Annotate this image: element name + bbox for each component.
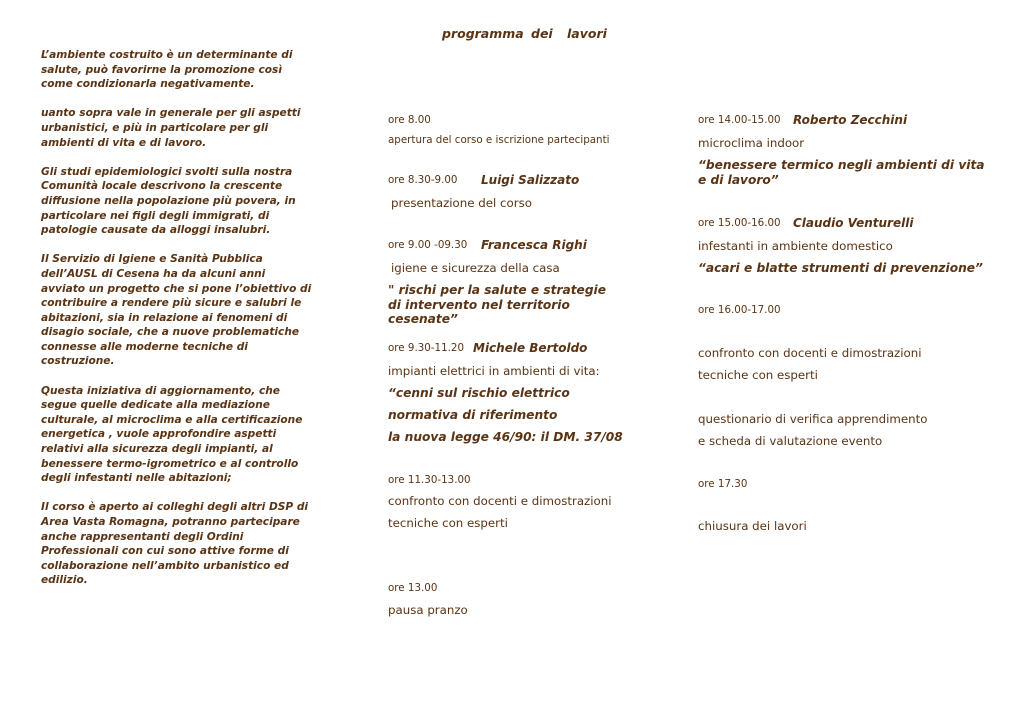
session-description: infestanti in ambiente domestico	[698, 239, 893, 253]
session-description: apertura del corso e iscrizione partecipanti	[388, 134, 610, 146]
session-title: “benessere termico negli ambienti di vita e di lavoro”	[698, 158, 985, 187]
session-description: tecniche con esperti	[698, 368, 818, 382]
time-slot	[388, 238, 587, 252]
intro-paragraph: L’ambiente costruito è un determinante di salute, può favorirne la promozione così come condizionarla negativamente.	[41, 49, 293, 91]
session-description: tecniche con esperti	[388, 516, 508, 530]
session-title: la nuova legge 46/90: il DM. 37/08	[388, 430, 623, 444]
session-title: " rischi per la salute e strategie di intervento nel territorio cesenate”	[388, 283, 606, 326]
time-slot: ore 8.00	[388, 114, 431, 126]
intro-paragraph: uanto sopra vale in generale per gli aspetti urbanistici, e più in particolare per gli ambienti di vita e di lavoro.	[41, 107, 301, 149]
time-slot: ore 13.00	[388, 582, 438, 594]
session-description: pausa pranzo	[388, 603, 468, 617]
time-slot	[388, 173, 580, 187]
time-slot	[698, 216, 914, 230]
heading-word-lavori: lavori	[567, 26, 607, 41]
time-label: ore 15.00-16.00	[698, 217, 781, 229]
intro-paragraph: Il Servizio di Igiene e Sanità Pubblica dell’AUSL di Cesena ha da alcuni anni avviato un progetto che si pone l’obiettivo di contribuire a rendere più sicure e salubri le abitazioni, sia in relazione ai fenomeni di disagio sociale, che a nuove problematiche connesse alle moderne tecniche di costruzione.	[41, 253, 312, 368]
intro-paragraph: Questa iniziativa di aggiornamento, che segue quelle dedicate alla mediazione culturale, al microclima e alla certificazione energetica , vuole approfondire aspetti relativi alla sicurezza degli impianti, al benessere termo-igrometrico e al controllo degli infestanti nelle abitazioni;	[41, 384, 303, 485]
session-title: “cenni sul rischio elettrico	[388, 386, 570, 400]
speaker-name: Michele Bertoldo	[473, 341, 588, 355]
speaker-name: Claudio Venturelli	[793, 216, 914, 230]
session-description: microclima indoor	[698, 136, 805, 150]
session-description: presentazione del corso	[391, 196, 532, 210]
time-label: ore 9.30-11.20	[388, 342, 465, 354]
session-description: confronto con docenti e dimostrazioni	[698, 346, 922, 360]
session-description: confronto con docenti e dimostrazioni	[388, 494, 612, 508]
time-label: ore 8.30-9.00	[388, 174, 458, 186]
session-description: questionario di verifica apprendimento	[698, 412, 928, 426]
time-slot: ore 17.30	[698, 478, 748, 490]
session-description: igiene e sicurezza della casa	[391, 261, 560, 275]
intro-paragraph: Gli studi epidemiologici svolti sulla nostra Comunità locale descrivono la crescente diffusione nella popolazione più povera, in particolare nei figli degli immigrati, di patologie causate da alloggi insalubri.	[41, 165, 296, 237]
time-label: ore 14.00-15.00	[698, 114, 781, 126]
time-slot	[388, 341, 588, 355]
time-slot: ore 16.00-17.00	[698, 304, 781, 316]
session-description: e scheda di valutazione evento	[698, 434, 883, 448]
intro-text	[41, 48, 313, 603]
session-description: chiusura dei lavori	[698, 519, 807, 533]
speaker-name: Francesca Righi	[481, 238, 587, 252]
heading-word-programma: programma	[442, 26, 524, 41]
session-title: “acari e blatte strumenti di prevenzione”	[698, 261, 983, 275]
speaker-name: Luigi Salizzato	[481, 173, 580, 187]
time-label: ore 9.00 -09.30	[388, 239, 468, 251]
time-slot: ore 11.30-13.00	[388, 474, 471, 486]
session-title: normativa di riferimento	[388, 408, 558, 422]
speaker-name: Roberto Zecchini	[793, 113, 908, 127]
intro-paragraph: Il corso è aperto ai colleghi degli altri DSP di Area Vasta Romagna, potranno partecipare anche rappresentanti degli Ordini Professionali con cui sono attive forme di collaborazione nell’ambito urbanistico ed edilizio.	[41, 501, 309, 587]
time-slot	[698, 113, 908, 127]
session-description: impianti elettrici in ambienti di vita:	[388, 364, 600, 378]
heading-word-dei: dei	[531, 26, 553, 41]
